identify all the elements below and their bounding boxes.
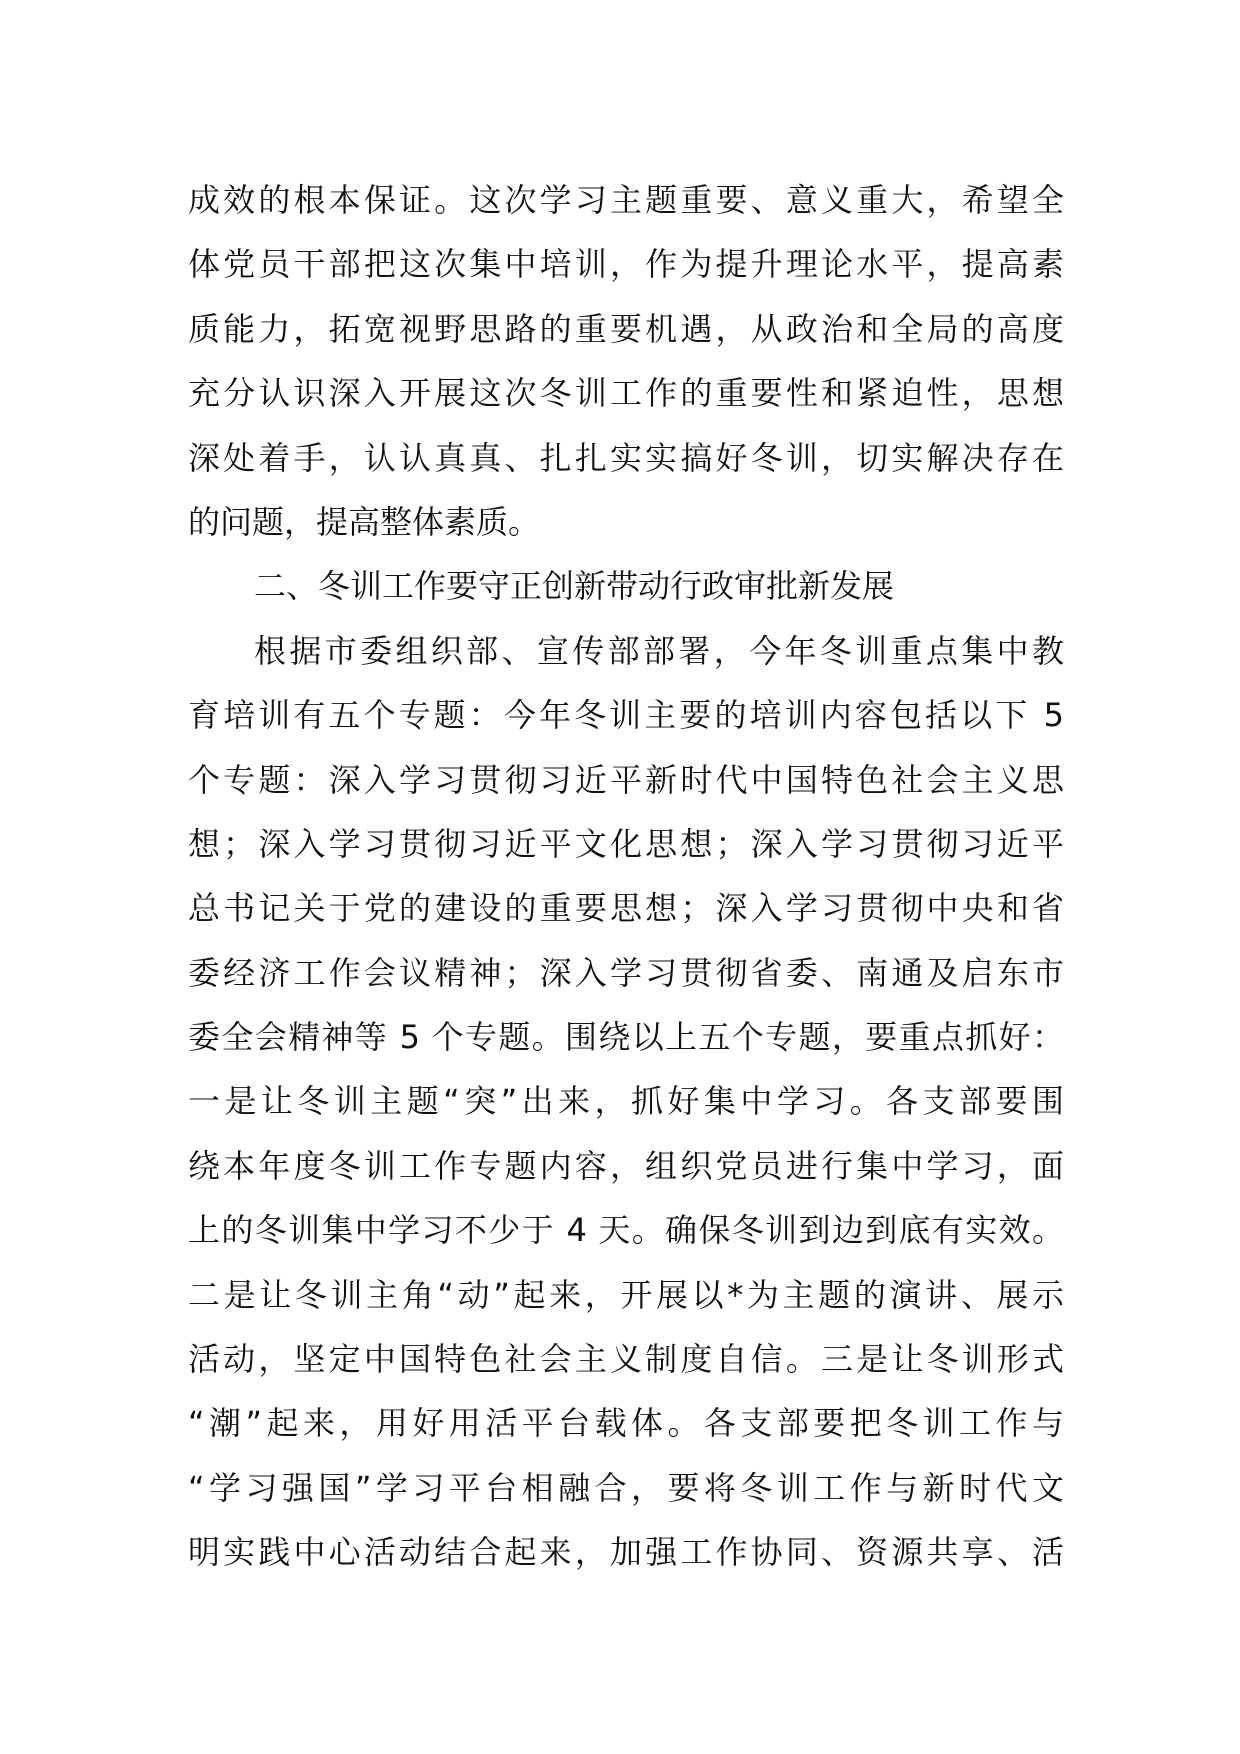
text-line-4: 充分认识深入开展这次冬训工作的重要性和紧迫性，思想 bbox=[188, 374, 1064, 413]
text-line-14: 委全会精神等 5 个专题。围绕以上五个专题，要重点抓好： bbox=[188, 1018, 1064, 1057]
text-line-20: “潮”起来，用好用活平台载体。各支部要把冬训工作与 bbox=[188, 1404, 1064, 1443]
text-line-10: 个专题：深入学习贯彻习近平新时代中国特色社会主义思 bbox=[188, 760, 1064, 799]
text-line-2: 体党员干部把这次集中培训，作为提升理论水平，提高素 bbox=[188, 245, 1064, 284]
section-heading: 二、冬训工作要守正创新带动行政审批新发展 bbox=[254, 567, 895, 606]
text-line-18: 二是让冬训主角“动”起来，开展以*为主题的演讲、展示 bbox=[188, 1275, 1064, 1314]
text-line-1: 成效的根本保证。这次学习主题重要、意义重大，希望全 bbox=[188, 181, 1064, 219]
text-line-13: 委经济工作会议精神；深入学习贯彻省委、南通及启东市 bbox=[188, 953, 1064, 992]
text-line-17: 上的冬训集中学习不少于 4 天。确保冬训到边到底有实效。 bbox=[188, 1211, 1064, 1250]
text-line-11: 想；深入学习贯彻习近平文化思想；深入学习贯彻习近平 bbox=[188, 824, 1064, 863]
text-line-12: 总书记关于党的建设的重要思想；深入学习贯彻中央和省 bbox=[188, 889, 1064, 928]
text-line-19: 活动，坚定中国特色社会主义制度自信。三是让冬训形式 bbox=[188, 1340, 1064, 1379]
text-line-8: 根据市委组织部、宣传部部署，今年冬训重点集中教 bbox=[254, 631, 1064, 670]
text-line-22: 明实践中心活动结合起来，加强工作协同、资源共享、活 bbox=[188, 1533, 1064, 1572]
text-line-9: 育培训有五个专题：今年冬训主要的培训内容包括以下 5 bbox=[188, 696, 1064, 735]
body-text bbox=[188, 168, 1064, 1585]
text-line-6: 的问题，提高整体素质。 bbox=[188, 502, 541, 541]
text-line-3: 质能力，拓宽视野思路的重要机遇，从政治和全局的高度 bbox=[188, 309, 1064, 348]
text-line-21: “学习强国”学习平台相融合，要将冬训工作与新时代文 bbox=[188, 1468, 1064, 1507]
text-line-5: 深处着手，认认真真、扎扎实实搞好冬训，切实解决存在 bbox=[188, 438, 1064, 477]
text-line-15: 一是让冬训主题“突”出来，抓好集中学习。各支部要围 bbox=[188, 1082, 1064, 1121]
text-line-16: 绕本年度冬训工作专题内容，组织党员进行集中学习，面 bbox=[188, 1146, 1064, 1185]
